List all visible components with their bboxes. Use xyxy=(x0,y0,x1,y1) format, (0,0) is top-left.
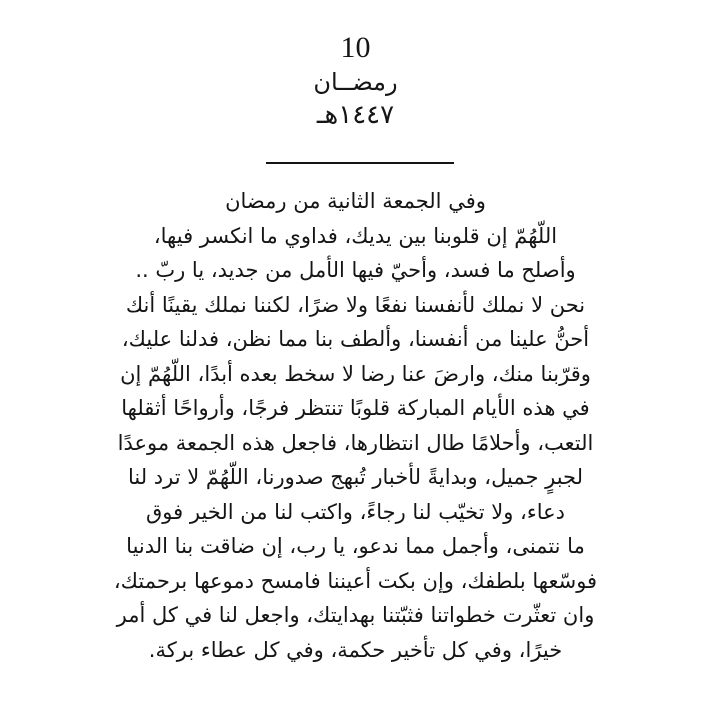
text-line: دعاء، ولا تخيّب لنا رجاءً، واكتب لنا من الخير فوق xyxy=(146,499,565,524)
day-number: 10 xyxy=(340,31,371,64)
hijri-year: ١٤٤٧هـ xyxy=(316,100,395,130)
header-divider xyxy=(266,162,454,164)
text-line: نحن لا نملك لأنفسنا نفعًا ولا ضرًا، لكننا نملك يقينًا أنك xyxy=(125,292,586,317)
text-line: وفي الجمعة الثانية من رمضان xyxy=(225,189,486,213)
text-line: التعب، وأحلامًا طال انتظارها، فاجعل هذه الجمعة موعدًا xyxy=(117,430,594,455)
text-line: وان تعثّرت خطواتنا فثبّتنا بهدايتك، واجعل لنا في كل أمر xyxy=(116,603,595,627)
prayer-text xyxy=(50,184,661,667)
month-name: رمضــان xyxy=(313,68,398,96)
text-line: فوسّعها بلطفك، وإن بكت أعيننا فامسح دموعها برحمتك، xyxy=(113,568,598,593)
text-line: وقرّبنا منك، وارضَ عنا رضا لا سخط بعده أبدًا، اللّهُمّ إن xyxy=(120,361,591,386)
text-line: ما نتمنى، وأجمل مما ندعو، يا رب، إن ضاقت بنا الدنيا xyxy=(126,534,585,558)
text-line: أحنُّ علينا من أنفسنا، وألطف بنا مما نظن، فدلنا عليك، xyxy=(121,327,590,351)
text-line: وأصلح ما فسد، وأحيّ فيها الأمل من جديد، يا ربّ .. xyxy=(135,258,576,282)
text-line: لجبرٍ جميل، وبدايةً لأخبار تُبهج صدورنا، اللّهُمّ لا ترد لنا xyxy=(127,465,583,489)
text-line: خيرًا، وفي كل تأخير حكمة، وفي كل عطاء بركة. xyxy=(148,637,563,662)
text-line: في هذه الأيام المباركة قلوبًا تنتظر فرجًا، وأرواحًا أثقلها xyxy=(121,396,590,420)
text-line: اللّهُمّ إن قلوبنا بين يديك، فداوي ما انكسر فيها، xyxy=(153,223,558,248)
date-header xyxy=(0,30,711,132)
